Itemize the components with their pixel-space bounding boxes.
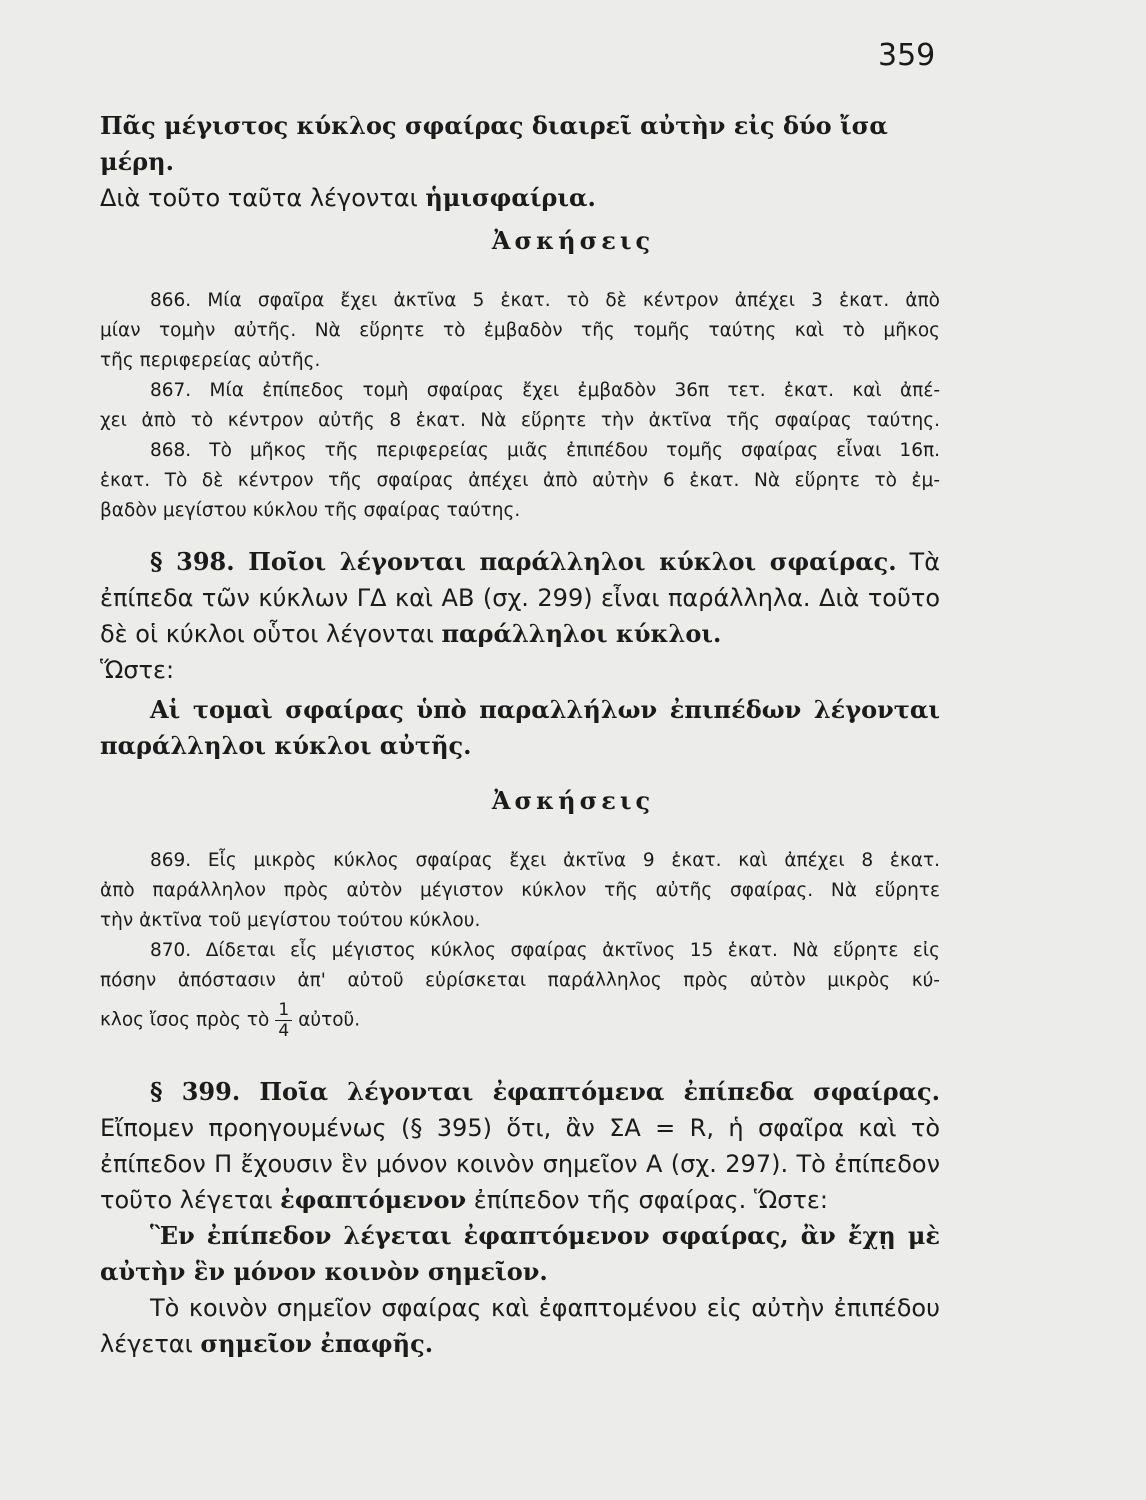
intro-note [100,180,940,216]
exercise-868-line-2: ἑκατ. Τὸ δὲ κέντρον τῆς σφαίρας ἀπέχει ἀπὸ αὐτὴν 6 ἑκατ. Νὰ εὕρητε τὸ ἐμ- [100,470,940,491]
exercises-block-2 [100,846,940,1041]
exercise-870-line-3-end: αὐτοῦ. [298,1009,361,1031]
intro-note-text: Διὰ τοῦτο ταῦτα λέγονται [100,184,426,212]
exercises-heading-1: Ἀσκήσεις [491,226,655,255]
exercise-870-line-2: πόσην ἀπόστασιν ἀπ' αὐτοῦ εὑρίσκεται παράλληλος πρὸς αὐτὸν μικρὸς κύ- [100,970,940,991]
exercise-866-line-1: 866. Μία σφαῖρα ἔχει ἀκτῖνα 5 ἑκατ. τὸ δὲ κέντρον ἀπέχει 3 ἑκατ. ἀπὸ [150,290,940,311]
exercise-870-line-3-text: κλος ἴσος πρὸς τὸ [100,1009,270,1031]
section-398-text: Τὰ ἐπίπεδα τῶν κύκλων ΓΔ καὶ ΑΒ (σχ. 299) εἶναι παράλληλα. Διὰ τοῦτο δὲ οἱ κύκλοι οὗτοι λέγονται [100,548,941,648]
fraction-one-quarter [275,1000,292,1041]
intro-note-term: ἡμισφαίρια. [425,183,596,212]
section-398-title: § 398. Ποῖοι λέγονται παράλληλοι κύκλοι σφαίρας. [150,547,897,576]
section-399-rule: Ἓν ἐπίπεδον λέγεται ἐφαπτόμενον σφαίρας, ἂν ἔχῃ μὲ αὐτὴν ἓν μόνον κοινὸν σημεῖον. [100,1221,940,1286]
exercise-868-line-3: βαδὸν μεγίστου κύκλου τῆς σφαίρας ταύτης. [100,500,521,521]
exercise-870-line-3 [100,1000,940,1041]
exercise-866-line-3: τῆς περιφερείας αὐτῆς. [100,350,321,371]
section-398-paragraph [100,544,940,652]
exercise-868-line-1: 868. Τὸ μῆκος τῆς περιφερείας μιᾶς ἐπιπέδου τομῆς σφαίρας εἶναι 16π. [150,440,940,461]
section-398-hoste: Ὥστε: [100,656,175,684]
fraction-denominator: 4 [278,1021,290,1041]
section-399-text-2: ἐπίπεδον τῆς σφαίρας. Ὥστε: [466,1186,828,1214]
section-398-term: παράλληλοι κύκλοι. [441,619,722,648]
section-399-text-3: Τὸ κοινὸν σημεῖον σφαίρας καὶ ἐφαπτομένου εἰς αὐτὴν ἐπιπέδου λέγεται [100,1294,940,1358]
intro-rule: Πᾶς μέγιστος κύκλος σφαίρας διαιρεῖ αὐτὴν εἰς δύο ἴσα μέρη. [100,111,888,176]
section-399-term-tangent: ἐφαπτόμενον [280,1185,467,1214]
fraction-numerator: 1 [275,1000,292,1021]
exercise-869-line-2: ἀπὸ παράλληλον πρὸς αὐτὸν μέγιστον κύκλον τῆς αὐτῆς σφαίρας. Νὰ εὕρητε [100,880,940,901]
section-398-rule: Αἱ τομαὶ σφαίρας ὑπὸ παραλλήλων ἐπιπέδων λέγονται παράλληλοι κύκλοι αὐτῆς. [100,695,940,760]
page-number: 359 [878,38,936,73]
exercise-866-line-2: μίαν τομὴν αὐτῆς. Νὰ εὕρητε τὸ ἐμβαδὸν τῆς τομῆς ταύτης καὶ τὸ μῆκος [100,320,940,341]
intro-block [100,108,940,216]
exercises-block-1 [100,286,940,526]
exercise-867-line-2: χει ἀπὸ τὸ κέντρον αὐτῆς 8 ἑκατ. Νὰ εὕρητε τὴν ἀκτῖνα τῆς σφαίρας ταύτης. [100,410,940,431]
exercise-869-line-1: 869. Εἷς μικρὸς κύκλος σφαίρας ἔχει ἀκτῖνα 9 ἑκατ. καὶ ἀπέχει 8 ἑκατ. [150,850,940,871]
exercise-867-line-1: 867. Μία ἐπίπεδος τομὴ σφαίρας ἔχει ἐμβαδὸν 36π τετ. ἑκατ. καὶ ἀπέ- [150,380,940,401]
exercise-870-line-1: 870. Δίδεται εἷς μέγιστος κύκλος σφαίρας ἀκτῖνος 15 ἑκατ. Νὰ εὕρητε εἰς [150,940,940,961]
section-399-term-contact: σημεῖον ἐπαφῆς. [200,1329,434,1358]
section-399-text-1: Εἴπομεν προηγουμένως (§ 395) ὅτι, ἂν ΣΑ = R, ἡ σφαῖρα καὶ τὸ ἐπίπεδον Π ἔχουσιν ἓν μόνον κοινὸν σημεῖον Α (σχ. 297). Τὸ ἐπίπεδον τοῦτο λέγεται [100,1114,940,1214]
section-398 [100,544,940,764]
exercises-heading-2: Ἀσκήσεις [491,786,655,815]
section-399-paragraph [100,1074,940,1218]
exercise-869-line-3: τὴν ἀκτῖνα τοῦ μεγίστου τούτου κύκλου. [100,910,481,931]
section-399-final [100,1290,940,1362]
section-399 [100,1074,940,1362]
section-399-title: § 399. Ποῖα λέγονται ἐφαπτόμενα ἐπίπεδα σφαίρας. [150,1077,940,1106]
